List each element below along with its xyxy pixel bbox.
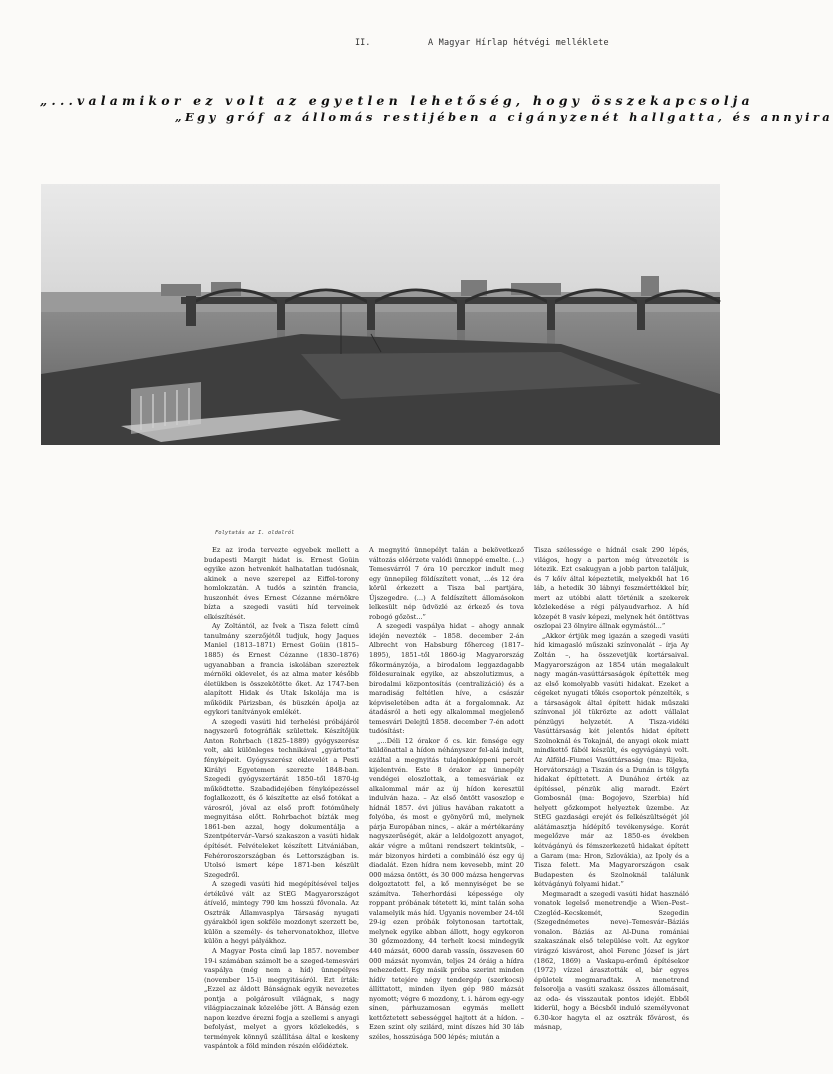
paragraph: A szegedi vasúti hid terhelési próbájáról nagyszerű fotográfiák születtek. Készítőjük Anton Rohrbach (1825–1889) gyógyszerész volt, aki különleges technikával „gyártotta” fényképeit. Gyógyszerész oklevelét a Pesti Királyi Egyetemen szerezte 1848-ban. Szegedi gyógyszertárát 1850–től 1870-ig működtette. Szabadidejében fényképezéssel foglalkozott, és ő készítette az első fotókat a városról, jóval az első proft fotóműhely megnyitása előtt. Rohrbachot bízták meg 1861-ben azzal, hogy dokumentálja a Szentpétervár–Varsó szakaszon a vasúti hidak építését. Felvételeket készített Litvániában, Fehéroroszországban és Lettországban is. Utolsó ismert képe 1871-ben készült Szegedről. xyxy=(204,717,359,879)
paragraph: Tisza szélessége e hídnál csak 290 lépés, világos, hogy a parton még útvezeték is létezik. Ezt csakugyan a jobb parton találjuk, és 7 kőív által képeztetik, melyekből hat 16 láb, a hetedik 30 lábnyi feszmérttékkel bír, mert az utóbbi alatt történik a szekerek közlekedése a régi pályaudvarhoz. A híd közepét 8 vasív képezi, melynek hét öntöttvas oszlopai 23 ölnyire állnak egymástól...” xyxy=(534,546,689,631)
article-body xyxy=(204,546,704,1051)
publication-name: A Magyar Hírlap hétvégi melléklete xyxy=(428,38,609,48)
paragraph: Ez az iroda tervezte egyebek mellett a budapesti Margit hidat is. Ernest Goüin egyike azon hetvenkét halhatatlan tudósnak, akinek a neve szerepel az Eiffel-torony homlokzatán. A tudós a szintén francia, huszonhét éves Ernest Cézanne mérnökre bízta a szegedi vasúti híd terveinek elkészítését. xyxy=(204,546,359,621)
page-number: II. xyxy=(355,38,371,48)
paragraph: A szegedi vasúti hid megépítésével teljes értékűvé vált az StEG Magyarországot átívelő, mintegy 790 km hosszú fővonala. Az Osztrák Államvasplya Társaság nyugati gyárakból igen sokféle mozdonyt szerzett be, külön a személy- és tehervonatokhoz, illetve külön a hegyi pályákhoz. xyxy=(204,880,359,946)
paragraph: „...Déli 12 órakor ő cs. kir. fensége egy küldönattal a hídon néhányszor fel-alá indult, ezáltal a megnyitás tulajdonképpeni percét kijelentvén. Este 8 órakor az ünnepély vendégei eloszlottak, a temesváriak ez alkalommal már az új hídon keresztül indulván haza. – Az első öntött vasoszlop e hídnál 1857. évi július havában rakatott a folyóba, és most e gyönyörű mű, melynek párja Europában nincs, – akár a mértékarány nagyszerűségét, akár a leldolgozott anyagot, akár végre a műtani rendszert tekintsük, – már bizonyos hirdeti a combináló ész egy új diadalát. Ezen hídra nem kevesebb, mint 20 000 mázsa öntött, és 30 000 mázsa hengervas dolgoztatott fel, a kő mennyiséget be se számítva. Teherhordási képessége oly roppant próbának tétetett ki, mint talán soha valamelyik más híd. Ugyanis november 24-től 29-ig ezen próbák folytonosan tartottak, melynek egyike abban állott, hogy egykoron 30 gőzmozdony, 44 terhelt kocsi mindegyik 440 mázsát, 6000 darab vassín, összvesen 60 000 mázsát nyomván, teljes 24 óráig a hídra nehezedett. Egy másik próba szerint minden hídív tetejére négy tendergép (szerkocsi) állíttatott, minden ilyen gép 980 mázsát nyomott; végre 6 mozdony, t. i. három egy-egy sínen, párhuzamosan egymás mellett kettőztetett sebességgel hajtott át a hídon. – Ezen szint oly szilárd, mint díszes híd 30 láb széles, hosszúsága 500 lépés; miután a xyxy=(369,736,524,1041)
paragraph: Megmaradt a szegedi vasúti hidat használó vonatok legelső menetrendje a Wien–Pest–Czegléd–Kecskemét, Szegedin (Szegednémetes neve)–Temesvár–Báziás vonalon. Báziás az Al-Duna romániai szakaszának első települése volt. Az egykor virágzó kisvárost, ahol Ferenc József is járt (1862, 1869) a Vaskapu-erőmű építésekor (1972) vízzel árasztották el, bár egyes épületek megmaradtak. A menetrend felsorolja a vasúti szakasz összes állomásait, az oda- és visszautak pontos idejét. Ebből kiderül, hogy a Bécsből induló személyvonat 6.30-kor hagyta el az osztrák fővárost, és másnap, xyxy=(534,889,689,1032)
continuation-note: Folytatás az I. oldalról xyxy=(215,530,295,536)
pull-quote-1: „...valamikor ez volt az egyetlen lehetőség, hogy összekapcsolja xyxy=(40,93,754,108)
paragraph: Ay Zoltántól, az Ívek a Tisza felett című tanulmány szerzőjétől tudjuk, hogy Jaques Maniel (1813–1871) Ernest Goüin (1815–1885) és Ernest Cézanne (1830–1876) ugyanabban a francia iskolában szereztek mérnöki oklevelet, és az alma mater később életükben is összekötötte őket. Az 1747-ben alapított Hidak és Utak Iskolája ma is működik Párizsban, és büszkén ápolja az egykori tanítványok emlékét. xyxy=(204,622,359,717)
historic-bridge-photo xyxy=(41,184,720,445)
article-column-1 xyxy=(204,546,359,1052)
article-column-3 xyxy=(534,546,689,1033)
paragraph: „Akkor értjük meg igazán a szegedi vasúti híd kimagasló műszaki színvonalát – írja Ay Zoltán –, ha összevetjük kortársaival. Magyarországon az 1854 után megalakult nagy magán-vasúttársaságok építették meg az első komolyabb vasúti hidakat. Ezeket a cégeket nyugati tőkés csoportok pénzelték, s a társaságok által épített hidak műszaki színvonal jól tükrözte az adott vállalat pénzügyi helyzetét. A Tisza-vidéki Vasúttársaság két jelentős hidat épített Szolnoknál és Tokajnál, de anyagi okok miatt mindkettő fából készült, és egyvágányú volt. Az Alföld–Fiumei Vasúttársaság (ma: Rijeka, Horvátország) a Tiszán és a Dunán is tölgyfa hidakat építtetett. A Dunához érték az építéssel, pénzük alig maradt. Ezért Gombosnál (ma: Bogojevo, Szerbia) híd helyett gőzkompot helyeztek üzembe. Az StEG gazdasági erejét és felkészültségét jól alátámasztja hídépítő tevékenysége. Korát megelőzve már az 1850-es években kétvágányú és fémszerkezetű hidakat épített a Garam (ma: Hron, Szlovákia), az Ipoly és a Tisza felett. Ma Magyarországon csak Budapesten és Szolnoknál találunk kétvágányú folyami hidat.” xyxy=(534,631,689,889)
paragraph: A megnyitó ünnepélyt talán a bekövetkező változás előérzete valódi ünneppé emelte. (...) Temesvárról 7 óra 10 perczkor indult meg egy ünnepileg földíszített vonat, ...és 12 óra körül érkezett a Tisza bal partjára, Újszegedre. (...) A feldíszített állomásokon lelkesült nép üdvözlé az érkező és tova robogó gőzöst...” xyxy=(369,546,524,621)
paragraph: A Magyar Posta című lap 1857. november 19-i számában számolt be a szeged-temesvári vaspálya (még nem a híd) ünnepélyes (november 15-i) megnyitásáról. Ezt írták: „Ezzel az áldott Bánságnak egyik nevezetes pontja a polgárosult világnak, s nagy világpiaczainak közelébe jött. A Bánság ezen napon kezdve érezni fogja a szellemi s anyagi befolyást, melyet a gyors közlekedés, s termények könnyű szállítása által e keskeny vaspántok a föld minden részén előidéztek. xyxy=(204,946,359,1051)
article-column-2 xyxy=(369,546,524,1042)
pull-quote-2: „Egy gróf az állomás restijében a cigányzenét hallgatta, és annyira xyxy=(175,110,833,124)
page-header xyxy=(0,38,720,52)
paragraph: A szegedi vaspálya hidat – ahogy annak idején nevezték – 1858. december 2-án Albrecht von Habsburg főherceg (1817–1895), 1851–től 1860-ig Magyarország főkormányzója, a birodalom leggazdagabb földesurainak egyike, az abszolutizmus, a birodalmi központosítás (centralizáció) és a maradiság feltétlen híve, a császár képviseletében adta át a forgalomnak. Az átadásról a heti egy alkalommal megjelenő temesvári Delejtű 1858. december 7-én adott tudósítást: xyxy=(369,622,524,736)
